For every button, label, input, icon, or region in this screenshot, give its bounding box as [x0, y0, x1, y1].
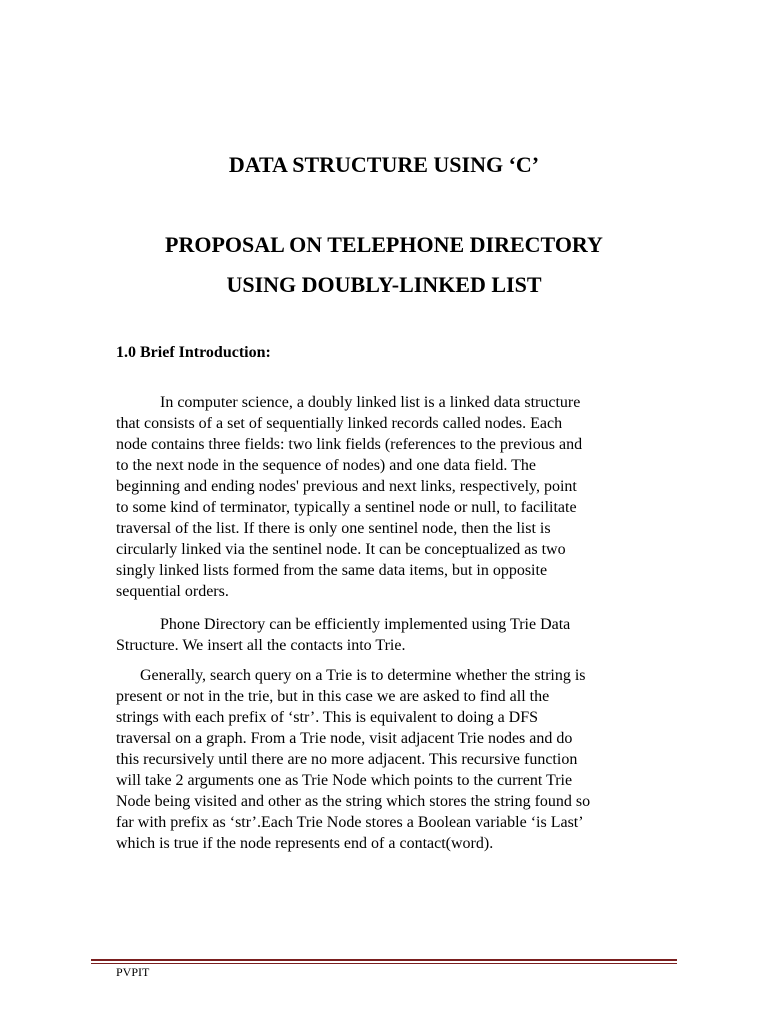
- paragraph-line: strings with each prefix of ‘str’. This is equivalent to doing a DFS: [116, 709, 539, 726]
- paragraph-line: far with prefix as ‘str’.Each Trie Node stores a Boolean variable ‘is Last’: [116, 814, 584, 831]
- paragraph-line: traversal of the list. If there is only one sentinel node, then the list is: [116, 520, 551, 537]
- paragraph-line: singly linked lists formed from the same data items, but in opposite: [116, 562, 548, 579]
- paragraph-line: present or not in the trie, but in this case we are asked to find all the: [116, 688, 550, 705]
- paragraph-line: node contains three fields: two link fields (references to the previous and: [116, 436, 583, 453]
- document-title: DATA STRUCTURE USING ‘C’: [228, 152, 540, 177]
- paragraph-line: which is true if the node represents end of a contact(word).: [116, 835, 494, 852]
- paragraph-line: this recursively until there are no more adjacent. This recursive function: [116, 751, 578, 768]
- paragraph-line: Generally, search query on a Trie is to determine whether the string is: [116, 667, 586, 684]
- paragraph-line: Structure. We insert all the contacts into Trie.: [116, 637, 406, 654]
- paragraph-trie-search: [116, 665, 656, 854]
- paragraph-line: Node being visited and other as the string which stores the string found so: [116, 793, 591, 810]
- proposal-title-line-1: PROPOSAL ON TELEPHONE DIRECTORY: [165, 232, 603, 257]
- footer-rule-thick: [91, 959, 677, 961]
- paragraph-line: In computer science, a doubly linked list is a linked data structure: [116, 394, 581, 411]
- paragraph-line: Phone Directory can be efficiently implemented using Trie Data: [116, 616, 571, 633]
- paragraph-line: traversal on a graph. From a Trie node, visit adjacent Trie nodes and do: [116, 730, 573, 747]
- paragraph-phone-directory: [116, 614, 656, 656]
- paragraph-line: sequential orders.: [116, 583, 229, 600]
- paragraph-introduction: [116, 392, 656, 602]
- footer-rule-thin: [91, 963, 677, 964]
- paragraph-line: beginning and ending nodes' previous and next links, respectively, point: [116, 478, 577, 495]
- paragraph-line: to some kind of terminator, typically a sentinel node or null, to facilitate: [116, 499, 577, 516]
- footer-label: PVPIT: [116, 965, 150, 979]
- section-heading: 1.0 Brief Introduction:: [116, 344, 271, 361]
- paragraph-line: will take 2 arguments one as Trie Node which points to the current Trie: [116, 772, 573, 789]
- paragraph-line: circularly linked via the sentinel node. It can be conceptualized as two: [116, 541, 566, 558]
- proposal-title-line-2: USING DOUBLY-LINKED LIST: [226, 272, 542, 297]
- paragraph-line: that consists of a set of sequentially linked records called nodes. Each: [116, 415, 563, 432]
- paragraph-line: to the next node in the sequence of nodes) and one data field. The: [116, 457, 537, 474]
